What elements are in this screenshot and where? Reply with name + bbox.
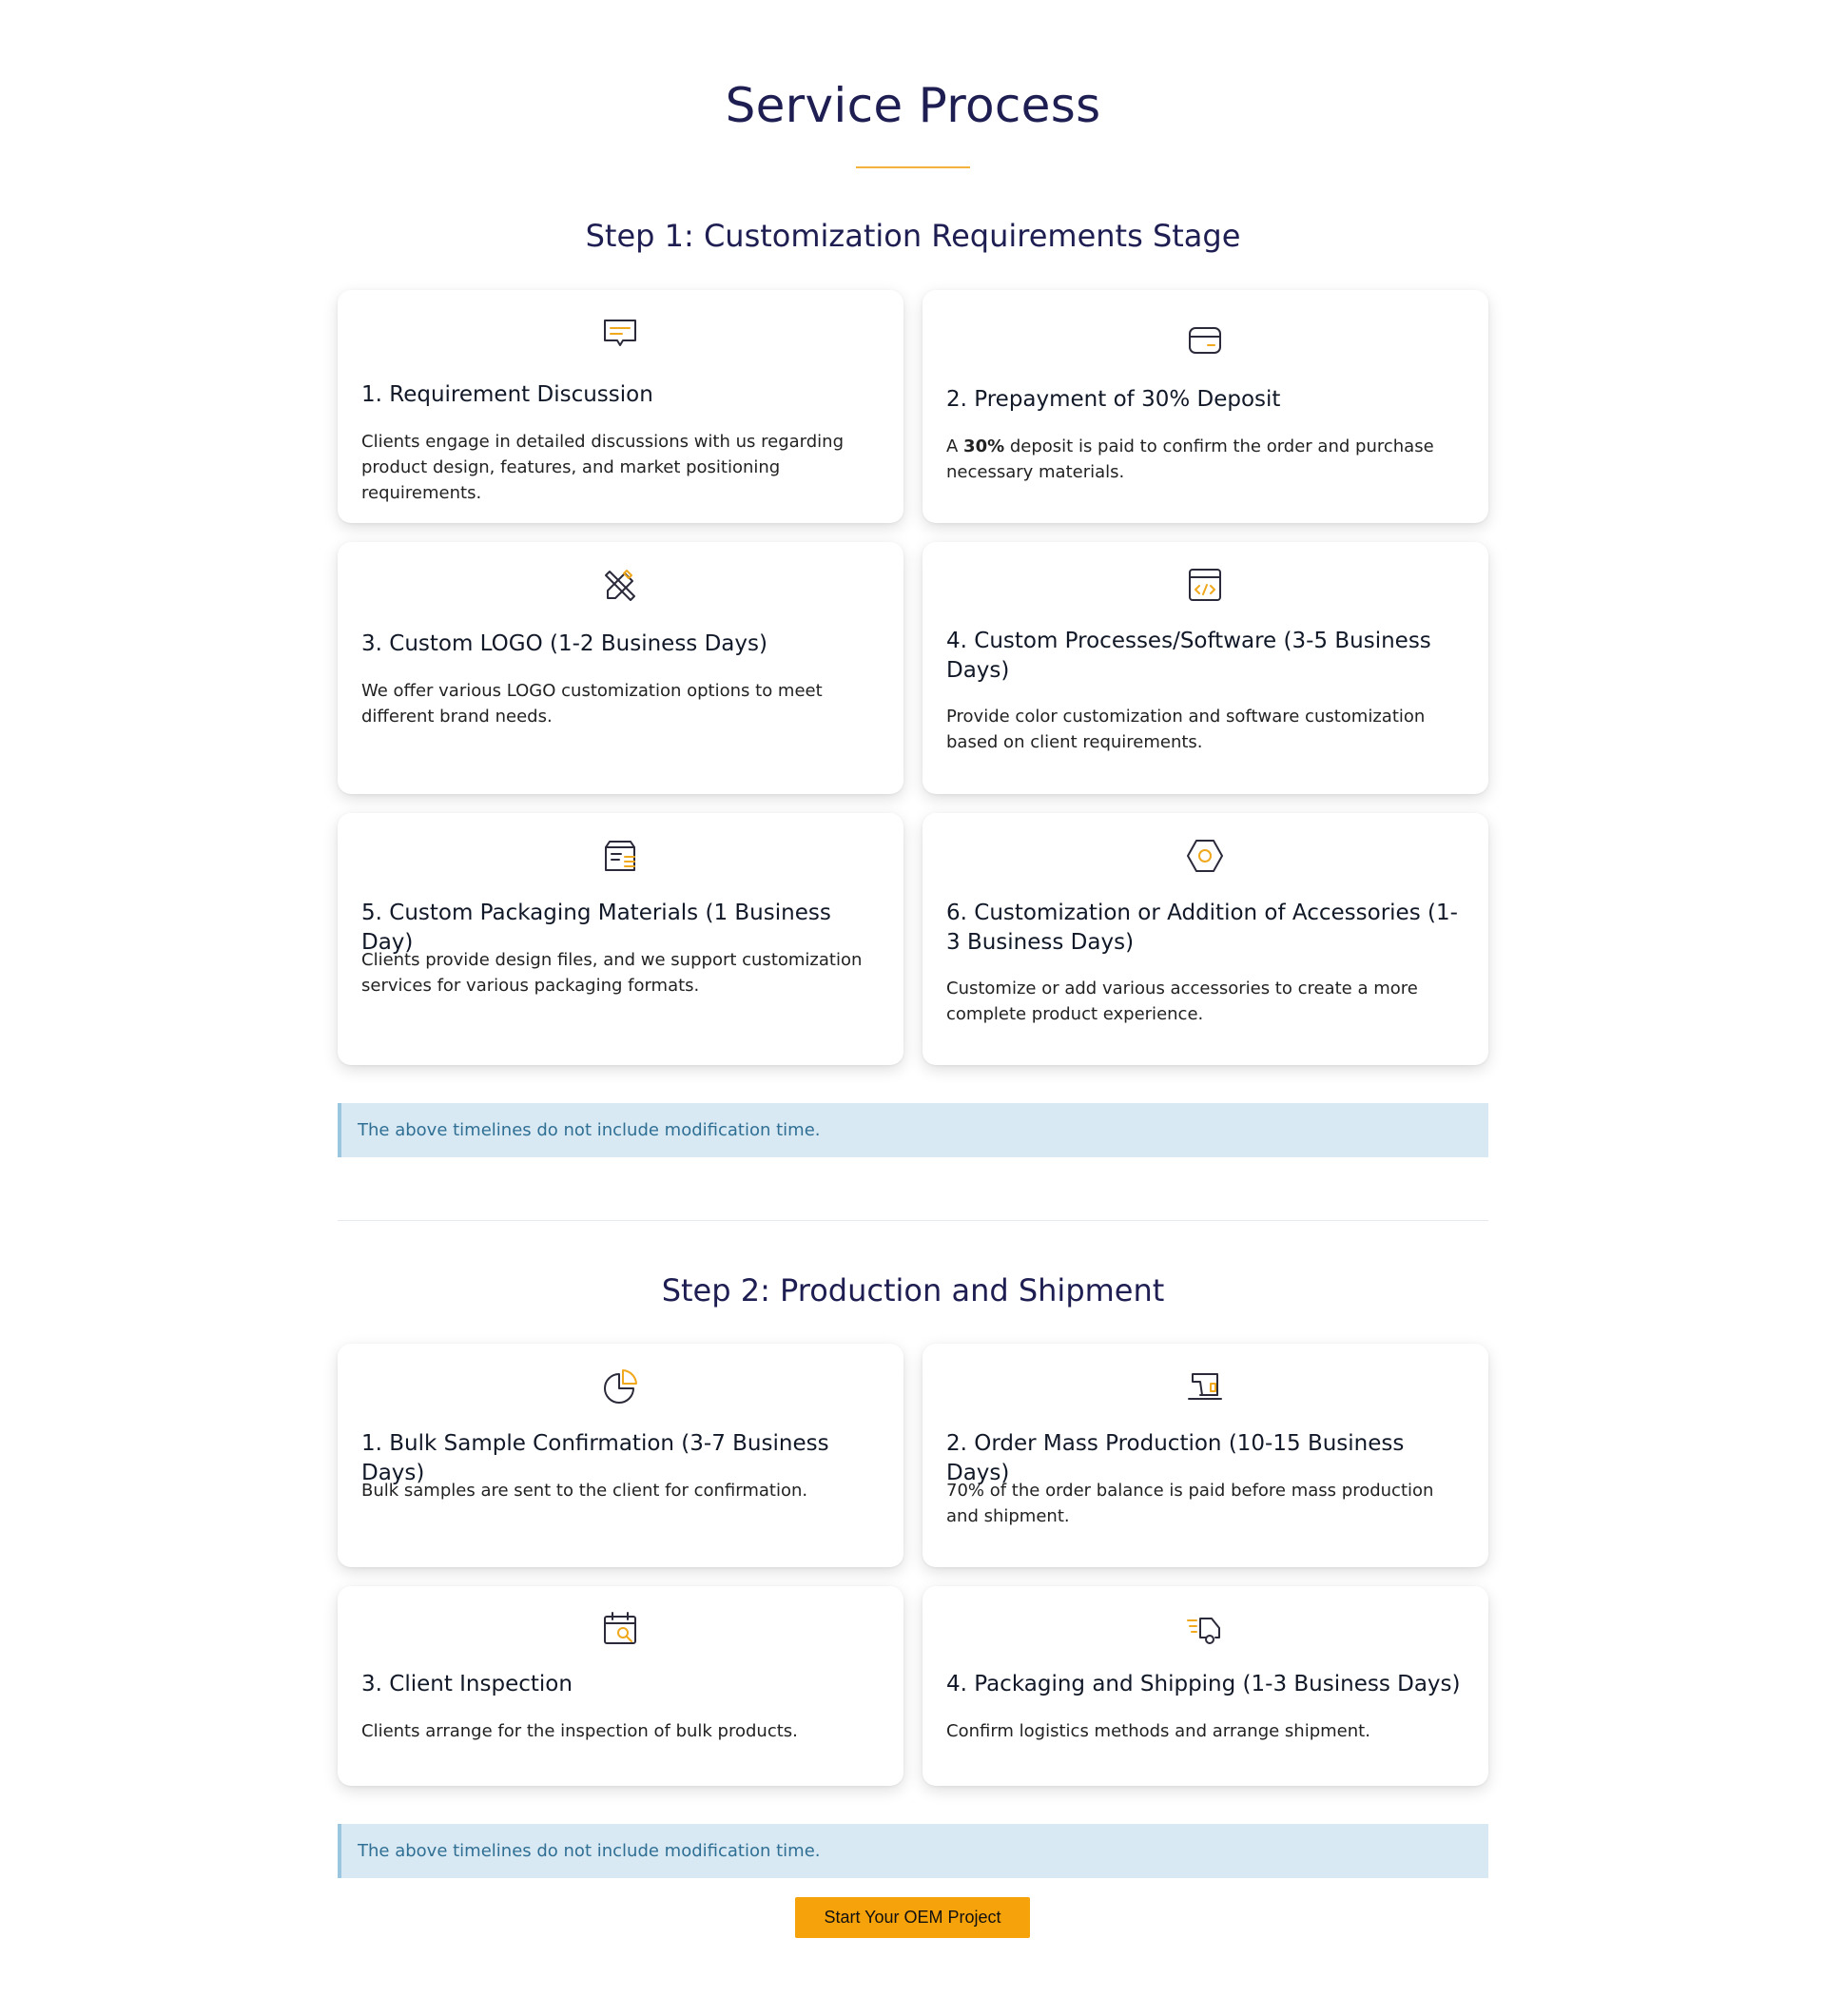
delivery-truck-icon	[1183, 1607, 1227, 1651]
card-description: Clients provide design files, and we support customization services for various packaging formats.	[361, 950, 863, 996]
step2-heading: Step 2: Production and Shipment	[661, 1272, 1165, 1308]
hex-nut-icon	[1183, 834, 1227, 878]
card-description: A 30% deposit is paid to confirm the order and purchase necessary materials.	[946, 436, 1434, 482]
card-description: 70% of the order balance is paid before mass production and shipment.	[946, 1481, 1434, 1526]
card-title: 6. Customization or Addition of Accessories (1-3 Business Days)	[946, 901, 1458, 955]
design-tools-icon	[598, 564, 642, 608]
pie-chart-icon	[598, 1365, 642, 1408]
card-description: Bulk samples are sent to the client for confirmation.	[361, 1481, 808, 1501]
timeline-note: The above timelines do not include modification time.	[338, 1824, 1488, 1878]
step2-card-4	[923, 1586, 1488, 1786]
chat-message-icon	[598, 313, 642, 357]
step1-card-2	[923, 290, 1488, 523]
card-description: Provide color customization and software customization based on client requirements.	[946, 707, 1426, 752]
step2-card-3	[338, 1586, 903, 1786]
card-title: 1. Requirement Discussion	[361, 382, 653, 407]
card-title: 3. Custom LOGO (1-2 Business Days)	[361, 631, 767, 656]
step2-card-1	[338, 1344, 903, 1567]
step1-card-5	[338, 813, 903, 1065]
title-underline	[856, 166, 970, 168]
calendar-search-icon	[598, 1607, 642, 1651]
step1-card-3	[338, 542, 903, 794]
card-description: Confirm logistics methods and arrange shipment.	[946, 1721, 1370, 1741]
card-title: 5. Custom Packaging Materials (1 Business Day)	[361, 901, 831, 955]
timeline-note: The above timelines do not include modification time.	[338, 1103, 1488, 1157]
sewing-machine-icon	[1183, 1365, 1227, 1408]
credit-card-icon	[1183, 319, 1227, 362]
step2-card-2	[923, 1344, 1488, 1567]
card-description: Clients engage in detailed discussions with us regarding product design, features, and market positioning requirements.	[361, 432, 844, 503]
step1-card-1	[338, 290, 903, 523]
step1-heading: Step 1: Customization Requirements Stage	[585, 218, 1241, 254]
card-title: 2. Prepayment of 30% Deposit	[946, 387, 1281, 412]
card-description: Customize or add various accessories to create a more complete product experience.	[946, 979, 1418, 1024]
card-description: Clients arrange for the inspection of bulk products.	[361, 1721, 798, 1741]
package-list-icon	[598, 834, 642, 878]
start-oem-project-button[interactable]: Start Your OEM Project	[795, 1897, 1030, 1938]
card-title: 4. Packaging and Shipping (1-3 Business Days)	[946, 1672, 1461, 1696]
card-title: 2. Order Mass Production (10-15 Business Days)	[946, 1431, 1405, 1485]
card-description: We offer various LOGO customization options to meet different brand needs.	[361, 681, 823, 727]
step1-card-4	[923, 542, 1488, 794]
code-window-icon	[1183, 563, 1227, 607]
section-divider	[338, 1220, 1488, 1221]
page-title: Service Process	[725, 78, 1101, 133]
card-title: 4. Custom Processes/Software (3-5 Business Days)	[946, 629, 1431, 683]
card-title: 3. Client Inspection	[361, 1672, 573, 1696]
card-title: 1. Bulk Sample Confirmation (3-7 Business Days)	[361, 1431, 829, 1485]
step1-card-6	[923, 813, 1488, 1065]
